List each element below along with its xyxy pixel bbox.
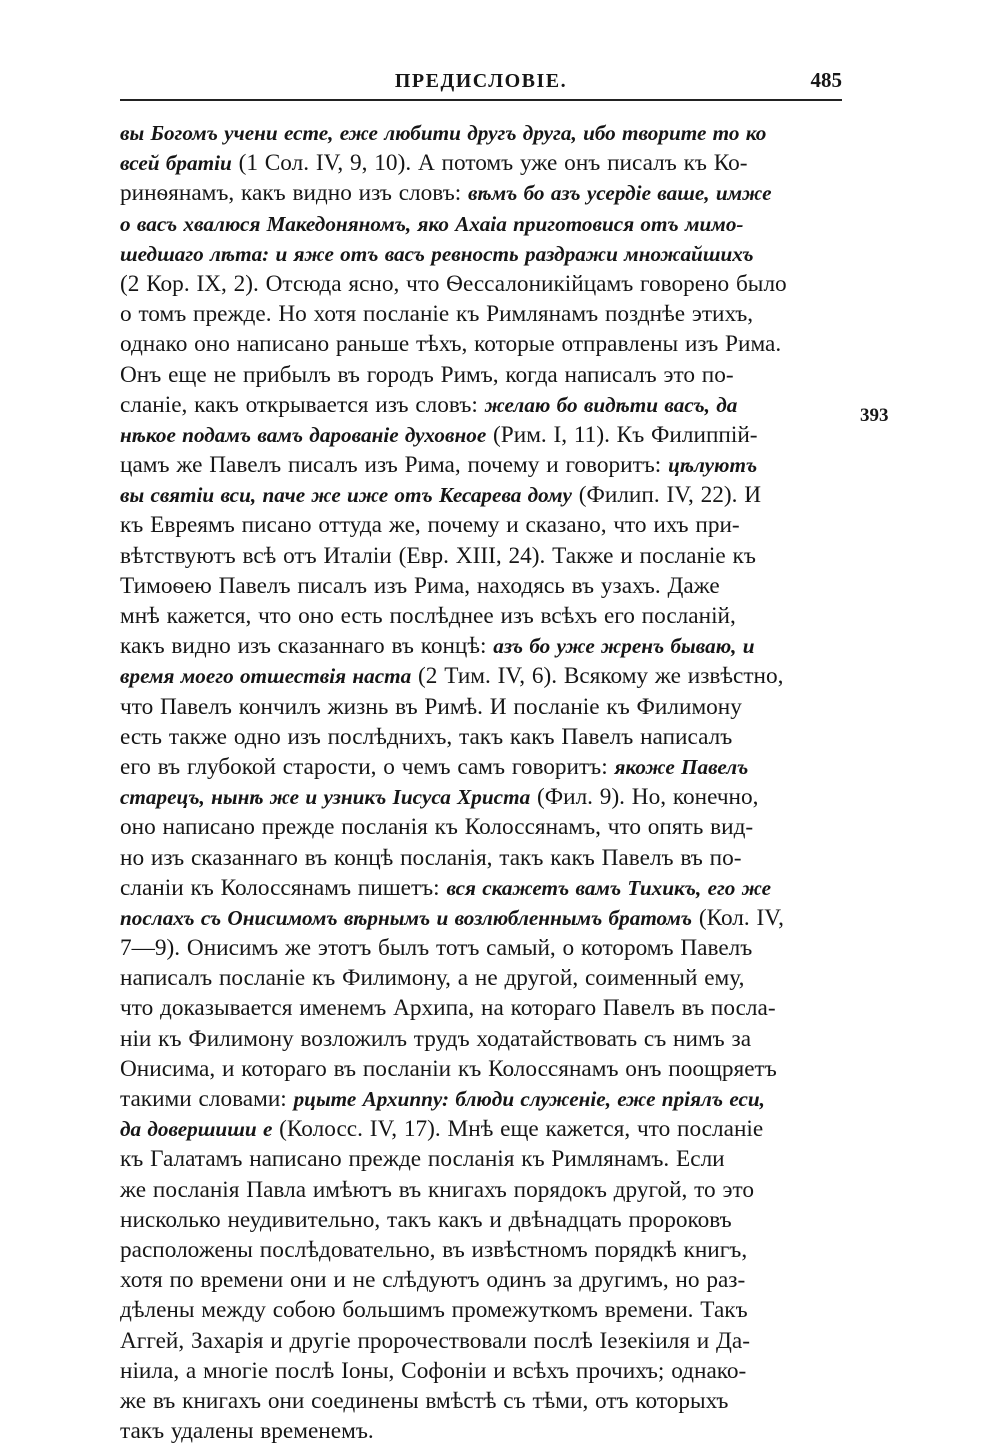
text-run: (Колосс. IV, 17). Мнѣ еще кажется, что посланіе (272, 1116, 764, 1143)
text-line (120, 933, 842, 963)
text-run: сланіе, какъ открывается изъ словъ: (120, 391, 485, 418)
text-line (120, 480, 842, 510)
text-line (120, 1386, 842, 1416)
italic-quote: всей братіи (120, 151, 232, 176)
text-run: Онъ еще не прибылъ въ городъ Римъ, когда написалъ это по- (120, 361, 734, 388)
text-line (120, 722, 842, 752)
text-run: такъ удалены временемъ. (120, 1418, 374, 1445)
italic-quote: время моего отшествія наста (120, 664, 412, 689)
italic-quote: азъ бо уже жренъ бываю, и (493, 634, 755, 659)
running-title: ПРЕДИСЛОВІЕ. (394, 70, 568, 92)
text-line (120, 1114, 842, 1144)
text-run: дѣлены между собою большимъ промежуткомъ времени. Такъ (120, 1297, 748, 1324)
text-run: о томъ прежде. Но хотя посланіе къ Римлянамъ позднѣе этихъ, (120, 301, 754, 328)
text-line (120, 1265, 842, 1295)
text-line (120, 390, 842, 420)
text-line (120, 1144, 842, 1174)
text-line (120, 209, 842, 239)
text-run: вѣтствуютъ всѣ отъ Италіи (Евр. XIII, 24). Также и посланіе къ (120, 542, 756, 569)
text-run: (Кол. IV, (692, 904, 784, 931)
italic-quote: нѣкое подамъ вамъ дарованіе духовное (120, 422, 487, 447)
italic-quote: шедшаго лѣта: и яже отъ васъ ревность раздражи множайшихъ (120, 241, 754, 266)
margin-page-number: 393 (860, 405, 889, 426)
text-line (120, 873, 842, 903)
text-run: (1 Сол. IV, 9, 10). А потомъ уже онъ писалъ къ Ко- (231, 150, 748, 177)
text-run: но изъ сказаннаго въ концѣ посланія, такъ какъ Павелъ въ по- (120, 844, 742, 871)
text-run: Онисима, и котораго въ посланіи къ Колоссянамъ онъ поощряетъ (120, 1055, 777, 1082)
text-run: къ Галатамъ написано прежде посланія къ Римлянамъ. Если (120, 1146, 725, 1173)
text-run: ринѳянамъ, какъ видно изъ словъ: (120, 180, 469, 207)
text-line (120, 510, 842, 540)
italic-quote: вы святіи вси, паче же иже отъ Кесарева дому (120, 483, 572, 508)
italic-quote: рцыте Архиппу: блюди служеніе, еже пріялъ еси, (293, 1087, 765, 1111)
text-line (120, 903, 842, 933)
text-line (120, 1054, 842, 1084)
text-line (120, 601, 842, 631)
text-run: къ Евреямъ писано оттуда же, почему и сказано, что ихъ при- (120, 512, 740, 539)
text-run: сланіи къ Колоссянамъ пишетъ: (120, 874, 447, 901)
text-run: его въ глубокой старости, о чемъ самъ говоритъ: (120, 753, 615, 780)
text-line (120, 1356, 842, 1386)
text-run: оно написано прежде посланія къ Колоссянамъ, что опять вид- (120, 814, 754, 841)
text-line (120, 1175, 842, 1205)
text-line (120, 1205, 842, 1235)
text-line (120, 661, 842, 691)
text-line (120, 782, 842, 812)
text-run: (Филип. IV, 22). И (571, 482, 762, 509)
text-line (120, 360, 842, 390)
text-run: однако оно написано раньше тѣхъ, которые отправлены изъ Рима. (120, 331, 782, 358)
text-line (120, 1326, 842, 1356)
text-line (120, 1084, 842, 1114)
italic-quote: вѣмъ бо азъ усердіе ваше, имже (468, 181, 772, 206)
text-line (120, 450, 842, 480)
text-run: ніи къ Филимону возложилъ трудъ ходатайствовать съ нимъ за (120, 1025, 752, 1052)
text-run: что Павелъ кончилъ жизнь въ Римѣ. И посланіе къ Филимону (120, 693, 742, 720)
text-line (120, 1235, 842, 1265)
text-run: такими словами: (120, 1086, 294, 1112)
text-line (120, 299, 842, 329)
text-line (120, 329, 842, 359)
text-line (120, 631, 842, 661)
body-text (120, 118, 852, 1446)
text-run: мнѣ кажется, что оно есть послѣднее изъ всѣхъ его посланій, (120, 603, 736, 629)
text-run: какъ видно изъ сказаннаго въ концѣ: (120, 633, 494, 660)
text-line (120, 812, 842, 842)
text-line (120, 178, 842, 208)
text-line (120, 118, 842, 148)
text-run: 7—9). Онисимъ же этотъ былъ тотъ самый, о которомъ Павелъ (120, 935, 753, 962)
text-run: (2 Кор. IX, 2). Отсюда ясно, что Ѳессалоникійцамъ говорено было (120, 270, 787, 297)
italic-quote: о васъ хвалюся Македоняномъ, яко Ахаіа приготовися отъ мимо- (120, 211, 744, 236)
text-run: (Фил. 9). Но, конечно, (530, 784, 759, 811)
italic-quote: желаю бо видѣти васъ, да (484, 392, 738, 417)
text-run: что доказывается именемъ Архипа, на котораго Павелъ въ посла- (120, 995, 776, 1022)
text-run: (Рим. I, 11). Къ Филиппій- (486, 421, 758, 448)
italic-quote: цѣлуютъ (668, 453, 758, 478)
text-line (120, 1416, 842, 1446)
text-line (120, 1024, 842, 1054)
text-run: нисколько неудивительно, такъ какъ и двѣнадцать пророковъ (120, 1206, 732, 1233)
italic-quote: послахъ съ Онисимомъ вѣрнымъ и возлюбленнымъ братомъ (120, 905, 693, 930)
italic-quote: вы Богомъ учени есте, еже любити другъ друга, ибо творите то ко (120, 121, 767, 145)
text-line (120, 148, 842, 178)
text-line (120, 239, 842, 269)
text-run: же въ книгахъ они соединены вмѣстѣ съ тѣми, отъ которыхъ (120, 1387, 729, 1414)
text-run: цамъ же Павелъ писалъ изъ Рима, почему и говоритъ: (120, 452, 669, 479)
text-line (120, 843, 842, 873)
italic-quote: якоже Павелъ (614, 754, 749, 779)
text-run: же посланія Павла имѣютъ въ книгахъ порядокъ другой, то это (120, 1176, 754, 1203)
text-line (120, 993, 842, 1023)
text-line (120, 963, 842, 993)
text-line (120, 269, 842, 299)
text-run: есть также одно изъ послѣднихъ, такъ какъ Павелъ написалъ (120, 723, 733, 750)
text-run: Аггей, Захарія и другіе пророчествовали послѣ Іезекіиля и Да- (120, 1327, 750, 1354)
text-line (120, 692, 842, 722)
italic-quote: вся скажетъ вамъ Тихикъ, его же (446, 875, 772, 900)
text-line (120, 541, 842, 571)
italic-quote: старецъ, нынѣ же и узникъ Іисуса Христа (120, 785, 531, 810)
text-run: написалъ посланіе къ Филимону, а не другой, соименный ему, (120, 965, 745, 992)
text-run: хотя по времени они и не слѣдуютъ одинъ за другимъ, но раз- (120, 1267, 746, 1294)
text-line (120, 571, 842, 601)
page-header (120, 62, 842, 98)
text-run: расположены послѣдовательно, въ извѣстномъ порядкѣ книгъ, (120, 1236, 748, 1263)
text-run: Тимоѳею Павелъ писалъ изъ Рима, находясь въ узахъ. Даже (120, 572, 720, 599)
header-rule (120, 99, 842, 101)
page-number: 485 (810, 68, 842, 92)
italic-quote: да довершиши е (120, 1117, 273, 1142)
text-run: ніила, а многіе послѣ Іоны, Софоніи и всѣхъ прочихъ; однако- (120, 1357, 747, 1384)
text-line (120, 752, 842, 782)
text-line (120, 1295, 842, 1325)
text-run: (2 Тим. IV, 6). Всякому же извѣстно, (411, 663, 784, 690)
text-line (120, 420, 842, 450)
